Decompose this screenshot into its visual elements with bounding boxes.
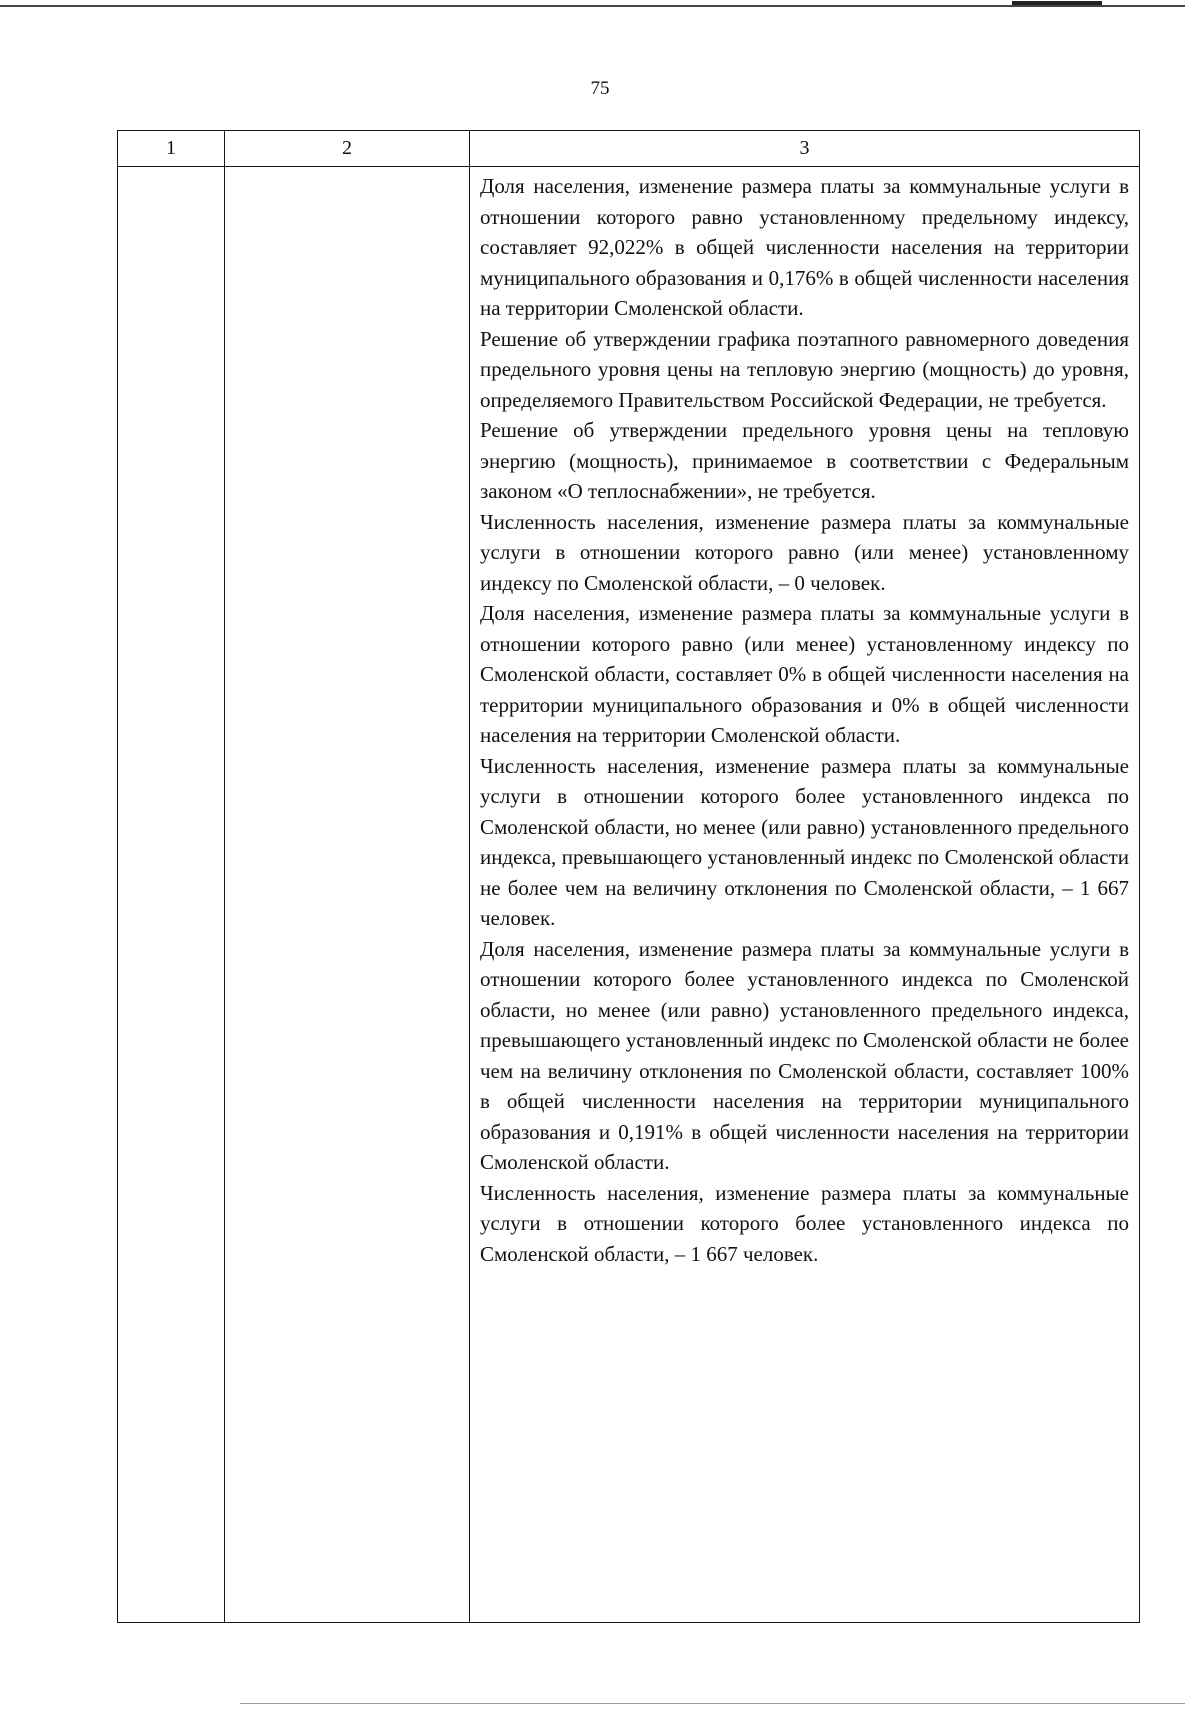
paragraph-population-count-above-index-total: Численность населения, изменение размера платы за коммунальные услуги в отношении которого более установленного индекса по Смоленской области, – 1 667 человек. — [480, 1180, 1129, 1266]
paragraph-price-limit-decision: Решение об утверждении предельного уровня цены на тепловую энергию (мощность), принимаемое в соответствии с Федеральным законом «О теплоснабжении», не требуется. — [480, 418, 1129, 503]
column-header-3: 3 — [470, 131, 1140, 167]
table-header-row — [118, 131, 1140, 167]
paragraph-population-share-equal-limit: Доля населения, изменение размера платы за коммунальные услуги в отношении которого равно установленному предельному индексу, составляет 92,022% в общей численности населения на территории муниципального образования и 0,176% в общей численности населения на территории Смоленской области. — [480, 174, 1129, 320]
column-header-2: 2 — [225, 131, 470, 167]
scan-artifact-top-right-mark — [1012, 1, 1102, 5]
document-table — [117, 130, 1140, 1623]
paragraph-population-count-equal-or-less: Численность населения, изменение размера платы за коммунальные услуги в отношении которого равно (или менее) установленному индексу по Смоленской области, – 0 человек. — [480, 509, 1129, 595]
page-number: 75 — [590, 78, 610, 99]
table-cell-column-2 — [225, 167, 470, 1623]
paragraph-population-count-above-index: Численность населения, изменение размера платы за коммунальные услуги в отношении которого более установленного индекса по Смоленской области, но менее (или равно) установленного предельного индекса, превышающего установленный индекс по Смоленской области не более чем на величину отклонения по Смоленской области, – 1 667 человек. — [480, 753, 1129, 930]
scan-artifact-bottom-line — [240, 1703, 1185, 1704]
paragraph-population-share-equal-or-less: Доля населения, изменение размера платы за коммунальные услуги в отношении которого равно (или менее) установленному индексу по Смоленской области, составляет 0% в общей численности населения на территории муниципального образования и 0% в общей численности населения на территории Смоленской области. — [480, 601, 1129, 747]
table-cell-column-1 — [118, 167, 225, 1623]
column-header-1: 1 — [118, 131, 225, 167]
scan-artifact-top-line — [0, 5, 1185, 7]
table-row — [118, 167, 1140, 1623]
paragraph-price-schedule-decision: Решение об утверждении графика поэтапного равномерного доведения предельного уровня цены на тепловую энергию (мощность) до уровня, определяемого Правительством Российской Федерации, не требуется. — [480, 326, 1129, 412]
table-cell-column-3 — [470, 167, 1140, 1623]
paragraph-population-share-above-index: Доля населения, изменение размера платы за коммунальные услуги в отношении которого более установленного индекса по Смоленской области, но менее (или равно) установленного предельного индекса, превышающего установленный индекс по Смоленской области не более чем на величину отклонения по Смоленской области, составляет 100% в общей численности населения на территории муниципального образования и 0,191% в общей численности населения на территории Смоленской области. — [480, 936, 1129, 1174]
